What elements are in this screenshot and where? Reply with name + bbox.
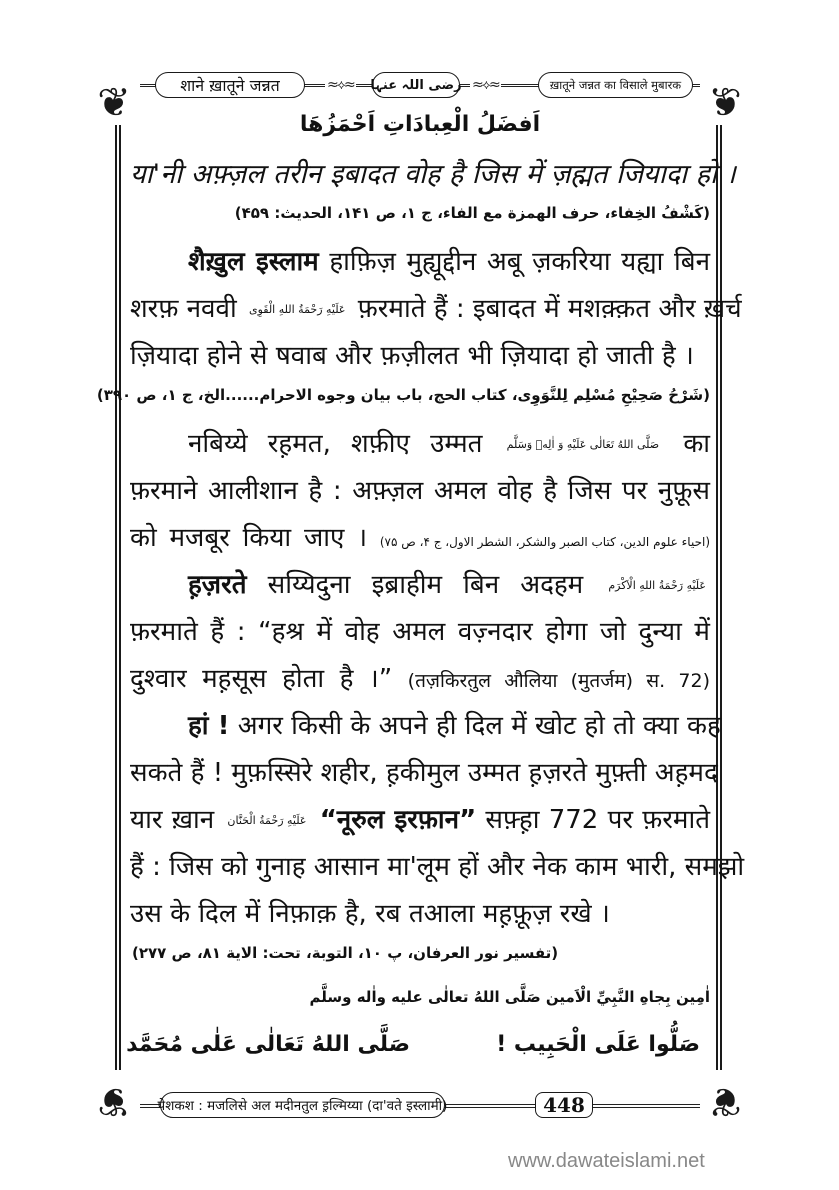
arabic-honorific: عَلَيْهِ رَحْمَةُ اللهِ الْقَوِی bbox=[248, 303, 346, 316]
page-header bbox=[140, 70, 700, 100]
reference-5: (تفسير نور العرفان، پ ۱۰، التوبة، تحت: الاية ۸۱، ص ۲۷۷) bbox=[132, 944, 559, 962]
text-span: शरफ़ नववी bbox=[130, 294, 237, 324]
para1-line2 bbox=[130, 289, 742, 325]
header-chapter-title: ख़ातूने जन्नत का विसाले मुबारक bbox=[538, 72, 693, 98]
knot-ornament-icon: ≈⟡≈ bbox=[327, 77, 354, 93]
para4-line2: सकते हैं ! मुफ़स्सिरे शहीर, ह़कीमुल उम्मत ह़ज़रते मुफ़्ती अह़मद bbox=[130, 758, 718, 788]
bold-title: शैख़ुल इस्लाम bbox=[188, 247, 319, 277]
para2-line1 bbox=[130, 424, 710, 460]
para3-line2: फ़रमाते हैं : “हश्र में वोह अमल वज़्नदार होगा जो दुन्या में bbox=[130, 617, 710, 647]
website-link[interactable]: www.dawateislami.net bbox=[508, 1150, 705, 1172]
reference-4: (तज़किरतुल औलिया (मुतर्जम) स. 72) bbox=[407, 670, 711, 692]
text-span: नबिय्ये रह़मत, शफ़ीए उम्मत bbox=[188, 429, 483, 459]
publisher-label: पेशकश : मजलिसे अल मदीनतुल इ़ल्मिय्या (दा'वते इस्लामी) bbox=[160, 1092, 445, 1118]
text-span: अगर किसी के अपने ही दिल में खोट हो तो क्या कह bbox=[237, 711, 721, 741]
arabic-honorific: صَلَّى اللهُ تَعَالٰى عَلَيْهِ وَ اٰلِهٖ وَسَلَّم bbox=[506, 438, 660, 451]
page-number: 448 bbox=[535, 1092, 593, 1118]
durood-right: صَلُّوا عَلَى الْحَبِيب ! bbox=[496, 1032, 700, 1057]
frame-left-border bbox=[115, 125, 121, 1070]
para2-line3 bbox=[130, 518, 710, 554]
para3-line3 bbox=[130, 659, 710, 695]
page-footer bbox=[140, 1090, 700, 1120]
arabic-honorific: عَلَيْهِ رَحْمَةُ الْحَنَّان bbox=[227, 814, 307, 827]
para1-line3: ज़ियादा होने से षवाब और फ़ज़ीलत भी ज़ियादा हो जाती है । bbox=[130, 341, 694, 371]
knot-ornament-icon: ≈⟡≈ bbox=[472, 77, 499, 93]
amin-dua: اٰمِين بِجاهِ النَّبِيِّ الْاَمين صَلَّى اللهُ تعالٰى عليه واٰله وسلَّم bbox=[309, 988, 710, 1006]
para4-line3 bbox=[130, 800, 710, 836]
corner-ornament-icon: ❦ bbox=[708, 80, 742, 126]
para4-line4: हैं : जिस को गुनाह आसान मा'लूम हों और नेक काम भारी, समझो bbox=[130, 852, 745, 882]
text-span: यार ख़ान bbox=[130, 805, 215, 835]
text-span: का bbox=[683, 429, 711, 459]
text-span: को मजबूर किया जाए । bbox=[130, 523, 368, 553]
hadith-translation: या'नी अफ़्ज़ल तरीन इबादत वोह है जिस में ज़ह्मत जियादा हो । bbox=[130, 159, 736, 190]
bold-title: ह़ज़रते bbox=[188, 570, 247, 600]
durood-left: صَلَّى اللهُ تَعَالٰى عَلٰى مُحَمَّد bbox=[126, 1032, 410, 1057]
para3-line1 bbox=[130, 565, 710, 601]
para1-line1 bbox=[130, 242, 710, 278]
bold-title: हां ! bbox=[188, 711, 230, 741]
corner-ornament-icon: ❦ bbox=[708, 1078, 742, 1124]
book-title: “नूरुल इरफ़ान” bbox=[319, 805, 477, 835]
para4-line5: उस के दिल में निफ़ाक़ है, रब तआला मह़फ़ूज़ रखे । bbox=[130, 899, 610, 929]
reference-3: (احياء علوم الدين، كتاب الصبر والشكر، الشطر الاول، ج ۴، ص ۷۵) bbox=[379, 535, 710, 549]
para2-line2: फ़रमाने आलीशान है : अफ़्ज़ल अमल वोह है जिस पर नुफ़ूस bbox=[130, 476, 710, 506]
reference-1: (كَشْفُ الخِفاء، حرف الهمزة مع الفاء، ج ۱، ص ۱۴۱، الحديث: ۴۵۹) bbox=[234, 204, 710, 222]
reference-2: (شَرْحُ صَحِيْحِ مُسْلِم لِلنَّوَوِی، كتاب الحج، باب بيان وجوه الاحرام......الخ، ج ۱، ص ۳۹۰) bbox=[96, 386, 710, 404]
text-span: सय्यिदुना इब्राहीम बिन अदहम bbox=[267, 570, 584, 600]
text-span: फ़रमाते हैं : इबादत में मशक़्क़त और ख़र्च bbox=[357, 294, 742, 324]
header-book-title: शाने ख़ातूने जन्नत bbox=[155, 72, 305, 98]
corner-ornament-icon: ❦ bbox=[97, 1078, 131, 1124]
text-span: सफ़्ह़ा 772 पर फ़रमाते bbox=[485, 805, 711, 835]
text-span: दुश्वार मह़सूस होता है ।” bbox=[130, 664, 393, 694]
arabic-honorific: عَلَيْهِ رَحْمَةُ اللهِ الْاَكْرَم bbox=[608, 579, 706, 592]
para4-line1 bbox=[130, 706, 721, 742]
arabic-hadith-title: اَفضَلُ الْعِبادَاتِ اَحْمَزُهَا bbox=[299, 112, 541, 137]
header-honorific: رضی اللہ عنہا bbox=[372, 72, 460, 98]
text-span: हाफ़िज़ मुह्यूद्दीन अबू ज़करिया यह्या बिन bbox=[329, 247, 710, 277]
corner-ornament-icon: ❦ bbox=[97, 80, 131, 126]
frame-right-border bbox=[716, 125, 722, 1070]
